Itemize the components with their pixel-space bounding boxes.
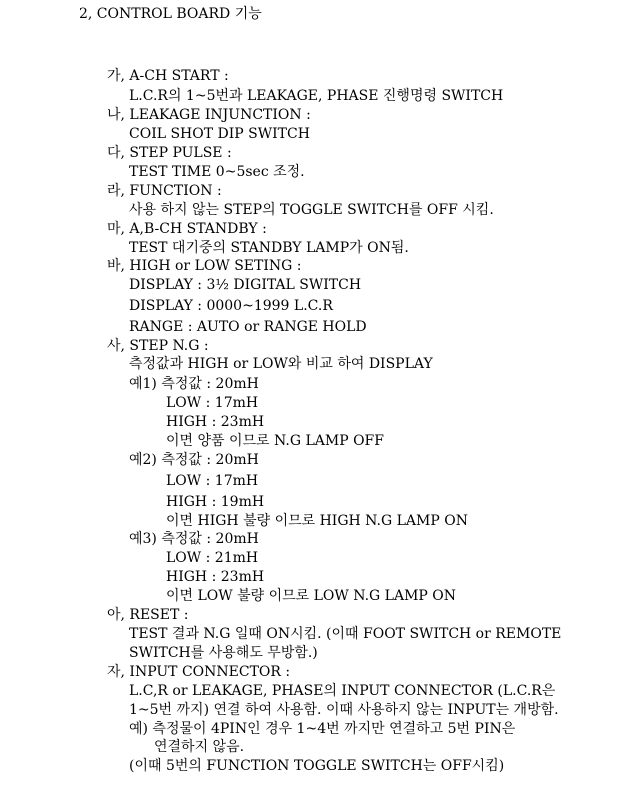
item-na-text: COIL SHOT DIP SWITCH	[129, 126, 310, 142]
item-na-heading: 나, LEAKAGE INJUNCTION :	[107, 107, 311, 123]
item-ba-text-3: RANGE : AUTO or RANGE HOLD	[129, 319, 367, 335]
item-ja-text-2: 1~5번 까지) 연결 하여 사용함. 이때 사용하지 않는 INPUT는 개방함.	[129, 702, 559, 718]
item-ma-heading: 마, A,B-CH STANDBY :	[107, 221, 267, 237]
item-ra-heading: 라, FUNCTION :	[107, 183, 222, 199]
example-1-high: HIGH : 23mH	[166, 414, 265, 430]
section-title: 2, CONTROL BOARD 기능	[79, 6, 262, 22]
example-2-low: LOW : 17mH	[166, 473, 259, 489]
item-a-text-2: SWITCH를 사용해도 무방함.)	[129, 645, 318, 661]
example-2-measured: 예2) 측정값 : 20mH	[129, 452, 259, 468]
example-1-measured: 예1) 측정값 : 20mH	[129, 376, 259, 392]
example-3-measured: 예3) 측정값 : 20mH	[129, 531, 259, 547]
item-a-heading: 아, RESET :	[107, 607, 189, 623]
item-ja-example: 예) 측정물이 4PIN인 경우 1~4번 까지만 연결하고 5번 PIN은	[129, 721, 516, 737]
item-ja-heading: 자, INPUT CONNECTOR :	[107, 664, 291, 680]
item-ja-example-cont: 연결하지 않음.	[154, 739, 245, 755]
item-da-heading: 다, STEP PULSE :	[107, 145, 232, 161]
item-ja-text-1: L.C,R or LEAKAGE, PHASE의 INPUT CONNECTOR (L.C.R은	[129, 683, 556, 699]
item-ga-text: L.C.R의 1~5번과 LEAKAGE, PHASE 진행명령 SWITCH	[129, 88, 504, 104]
item-sa-text: 측정값과 HIGH or LOW와 비교 하여 DISPLAY	[129, 356, 433, 372]
item-ma-text: TEST 대기중의 STANDBY LAMP가 ON됨.	[129, 240, 409, 256]
item-ja-note: (이때 5번의 FUNCTION TOGGLE SWITCH는 OFF시킴)	[129, 758, 505, 774]
example-3-high: HIGH : 23mH	[166, 569, 265, 585]
example-2-high: HIGH : 19mH	[166, 494, 265, 510]
example-3-result: 이면 LOW 불량 이므로 LOW N.G LAMP ON	[166, 588, 457, 604]
example-3-low: LOW : 21mH	[166, 550, 259, 566]
item-a-text-1: TEST 결과 N.G 일때 ON시킴. (이때 FOOT SWITCH or REMOTE	[129, 626, 562, 642]
item-da-text: TEST TIME 0~5sec 조정.	[129, 164, 305, 180]
item-ba-heading: 바, HIGH or LOW SETING :	[107, 258, 302, 274]
item-ga-heading: 가, A-CH START :	[107, 68, 229, 84]
item-ba-text-2: DISPLAY : 0000~1999 L.C.R	[129, 298, 333, 314]
example-2-result: 이면 HIGH 불량 이므로 HIGH N.G LAMP ON	[166, 513, 468, 529]
item-ra-text: 사용 하지 않는 STEP의 TOGGLE SWITCH를 OFF 시킴.	[129, 202, 494, 218]
example-1-result: 이면 양품 이므로 N.G LAMP OFF	[166, 433, 384, 449]
item-ba-text-1: DISPLAY : 3½ DIGITAL SWITCH	[129, 277, 362, 293]
example-1-low: LOW : 17mH	[166, 395, 259, 411]
item-sa-heading: 사, STEP N.G :	[107, 338, 209, 354]
